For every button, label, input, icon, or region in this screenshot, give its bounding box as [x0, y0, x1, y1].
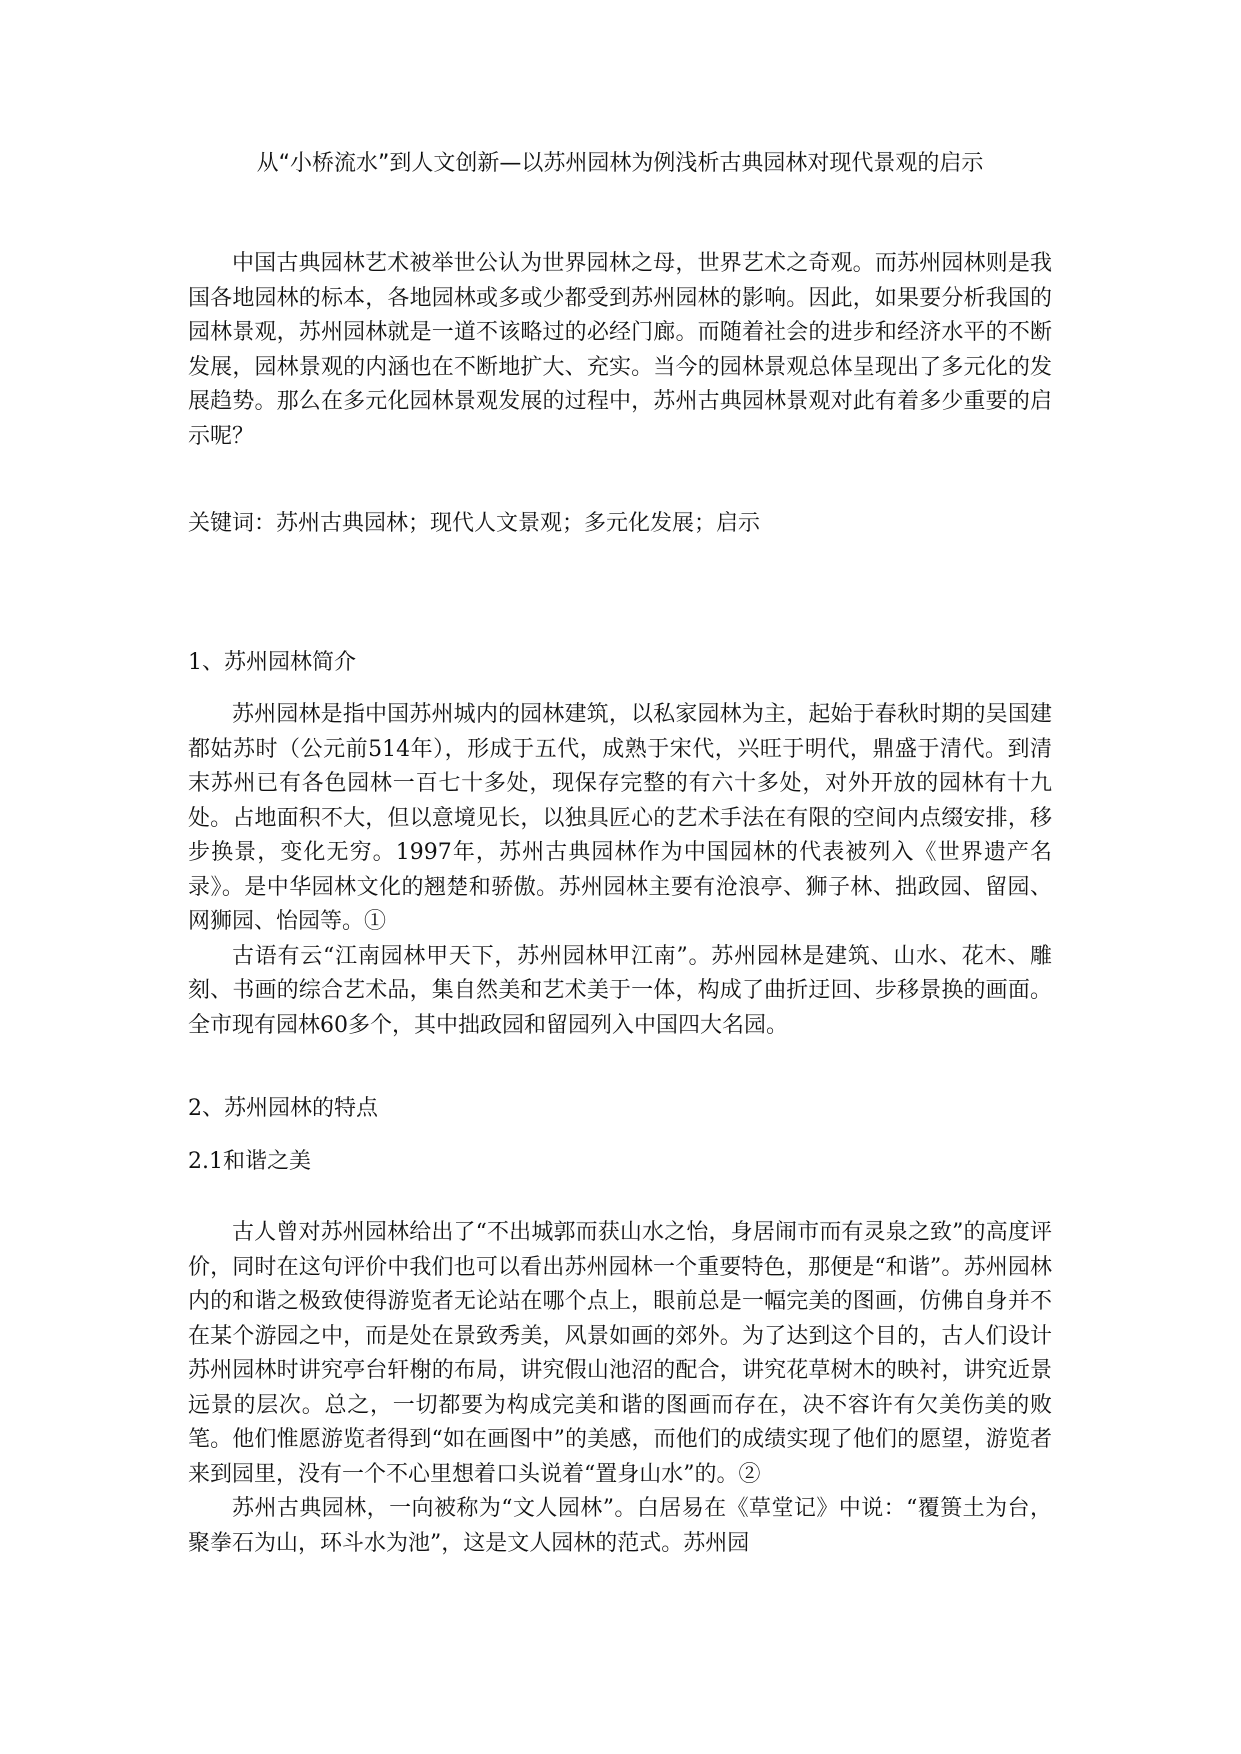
section-1-paragraph: 苏州园林是指中国苏州城内的园林建筑，以私家园林为主，起始于春秋时期的吴国建都姑苏时（公元前514年），形成于五代，成熟于宋代，兴旺于明代，鼎盛于清代。到清末苏州已有各色园林一百七十多处，现保存完整的有六十多处，对外开放的园林有十九处。占地面积不大，但以意境见长，以独具匠心的艺术手法在有限的空间内点缀安排，移步换景，变化无穷。1997年，苏州古典园林作为中国园林的代表被列入《世界遗产名录》。是中华园林文化的翘楚和骄傲。苏州园林主要有沧浪亭、狮子林、拙政园、留园、网狮园、怡园等。① [188, 702, 1052, 934]
section-2-1-paragraph: 古人曾对苏州园林给出了“不出城郭而获山水之怡，身居闹市而有灵泉之致”的高度评价，同时在这句评价中我们也可以看出苏州园林一个重要特色，那便是“和谐”。苏州园林内的和谐之极致使得游览者无论站在哪个点上，眼前总是一幅完美的图画，仿佛自身并不在某个游园之中，而是处在景致秀美，风景如画的郊外。为了达到这个目的，古人们设计苏州园林时讲究亭台轩榭的布局，讲究假山池沼的配合，讲究花草树木的映衬，讲究近景远景的层次。总之，一切都要为构成完美和谐的图画而存在，决不容许有欠美伤美的败笔。他们惟愿游览者得到“如在画图中”的美感，而他们的成绩实现了他们的愿望，游览者来到园里，没有一个不心里想着口头说着“置身山水”的。② [188, 1220, 1052, 1487]
abstract [188, 247, 1052, 454]
section-1-heading: 1、苏州园林简介 [188, 650, 356, 675]
section-2-1-paragraph: 苏州古典园林，一向被称为“文人园林”。白居易在《草堂记》中说：“覆篑土为台，聚拳石为山，环斗水为池”，这是文人园林的范式。苏州园 [188, 1496, 1052, 1556]
section-2-heading: 2、苏州园林的特点 [188, 1096, 378, 1121]
keywords: 关键词：苏州古典园林；现代人文景观；多元化发展；启示 [188, 511, 761, 536]
abstract-paragraph: 中国古典园林艺术被举世公认为世界园林之母，世界艺术之奇观。而苏州园林则是我国各地园林的标本，各地园林或多或少都受到苏州园林的影响。因此，如果要分析我国的园林景观，苏州园林就是一道不该略过的必经门廊。而随着社会的进步和经济水平的不断发展，园林景观的内涵也在不断地扩大、充实。当今的园林景观总体呈现出了多元化的发展趋势。那么在多元化园林景观发展的过程中，苏州古典园林景观对此有着多少重要的启示呢？ [188, 251, 1052, 449]
section-1-body [188, 698, 1052, 1043]
section-2-1-heading: 2.1和谐之美 [188, 1149, 311, 1174]
document-title: 从“小桥流水”到人文创新—以苏州园林为例浅析古典园林对现代景观的启示 [256, 151, 984, 176]
section-2-1-body [188, 1216, 1052, 1561]
section-1-paragraph: 古语有云“江南园林甲天下，苏州园林甲江南”。苏州园林是建筑、山水、花木、雕刻、书画的综合艺术品，集自然美和艺术美于一体，构成了曲折迂回、步移景换的画面。全市现有园林60多个，其中拙政园和留园列入中国四大名园。 [188, 943, 1052, 1038]
